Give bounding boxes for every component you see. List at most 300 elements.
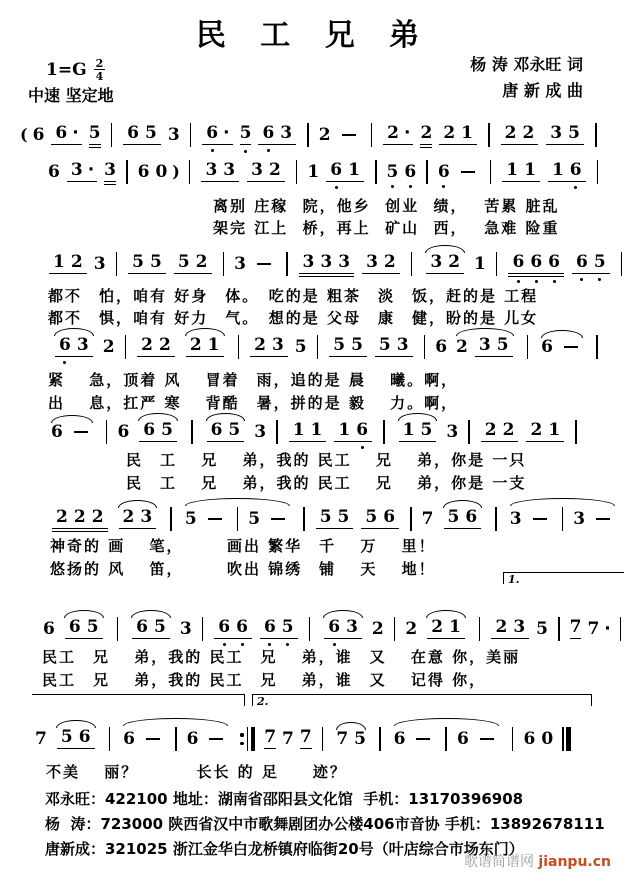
score-line-7 bbox=[40, 614, 627, 644]
note: 5 bbox=[593, 252, 606, 272]
dash-note bbox=[271, 518, 285, 520]
note: 3 bbox=[513, 617, 526, 637]
note: 6 bbox=[548, 252, 560, 272]
beam-group bbox=[572, 254, 610, 274]
note: 6 bbox=[576, 252, 588, 272]
note: 6 bbox=[127, 123, 140, 143]
beam-group bbox=[508, 254, 564, 274]
note: 5 bbox=[88, 123, 101, 143]
barline bbox=[109, 727, 111, 751]
note: 1 bbox=[307, 161, 320, 182]
beam-group bbox=[501, 125, 539, 145]
barline bbox=[116, 252, 118, 276]
beam-group bbox=[49, 254, 87, 274]
note: 1 bbox=[292, 420, 305, 440]
lyric-row-8: 民 工 兄 弟，我的 民工 兄 弟，你是 一支 bbox=[126, 474, 527, 492]
beam-group bbox=[132, 619, 170, 639]
note: 3 bbox=[573, 508, 586, 529]
barline bbox=[410, 507, 412, 531]
note: 1 bbox=[474, 253, 486, 274]
note: 1 bbox=[207, 335, 220, 355]
note: 3 bbox=[320, 252, 333, 272]
slur-group bbox=[507, 507, 618, 531]
barline bbox=[468, 420, 470, 444]
beam-group bbox=[334, 422, 372, 442]
beam-group bbox=[186, 337, 224, 357]
barline bbox=[496, 252, 498, 276]
note: 3 bbox=[396, 335, 409, 355]
slur-group bbox=[51, 337, 97, 357]
note: 5 bbox=[386, 161, 399, 182]
beam-group bbox=[289, 422, 327, 442]
contact-info-line-1: 邓永旺：422100 地址：湖南省邵阳县文化馆 手机：13170396908 bbox=[45, 790, 524, 808]
slur-group bbox=[61, 619, 107, 639]
beam-group bbox=[427, 619, 465, 639]
barline bbox=[488, 123, 490, 147]
volta-first-ending-label: 1. bbox=[508, 573, 520, 586]
note: 6 bbox=[356, 420, 369, 440]
note: 6 bbox=[55, 123, 68, 143]
note: 2 bbox=[495, 617, 508, 637]
note: 6 bbox=[136, 617, 148, 637]
slur-group bbox=[115, 509, 161, 529]
slur-group bbox=[182, 337, 228, 357]
note: 1 bbox=[548, 420, 561, 440]
song-title: 民 工 兄 弟 bbox=[195, 18, 432, 53]
note: 3 bbox=[234, 253, 246, 274]
note: 3 bbox=[550, 123, 563, 143]
beam-group bbox=[399, 422, 437, 442]
key-signature bbox=[46, 58, 105, 82]
note: 3 bbox=[251, 160, 263, 180]
slur-group bbox=[333, 728, 369, 749]
note: 6 bbox=[206, 123, 219, 143]
note: 5 bbox=[281, 617, 294, 637]
note: 3 bbox=[478, 335, 491, 355]
note: 1 bbox=[53, 252, 65, 272]
note: 5 bbox=[153, 617, 166, 637]
beam-group bbox=[119, 509, 157, 529]
note: 2 bbox=[383, 252, 396, 272]
note: 0 bbox=[541, 728, 554, 749]
note: 2 bbox=[73, 507, 86, 527]
slur-group bbox=[395, 422, 441, 442]
note: 7 bbox=[421, 508, 434, 529]
dash-note bbox=[208, 518, 222, 520]
note: 5 bbox=[248, 508, 261, 529]
note: 2 bbox=[56, 507, 68, 527]
note: 5 bbox=[86, 617, 99, 637]
note: 6 bbox=[143, 420, 156, 440]
note: 0 bbox=[155, 161, 168, 182]
note: 6 bbox=[569, 160, 582, 180]
barline bbox=[276, 420, 278, 444]
lyric-row-13: 不美 丽？ 长长 的 足 迹？ bbox=[46, 763, 347, 781]
note: 3 bbox=[302, 252, 315, 272]
note: 5 bbox=[365, 507, 378, 527]
beam-group bbox=[475, 337, 513, 357]
note: 1 bbox=[524, 160, 536, 180]
note: 6 bbox=[393, 728, 406, 749]
note: 3 bbox=[179, 618, 192, 639]
slur-group bbox=[128, 619, 174, 639]
barline bbox=[307, 123, 309, 147]
beam-group bbox=[137, 337, 175, 357]
barline bbox=[394, 617, 396, 641]
lyric-row-10: 悠扬的 风 笛， 吹出 锦绣 铺 天 地！ bbox=[50, 560, 436, 578]
note: 5 bbox=[337, 507, 350, 527]
volta-first-ending bbox=[503, 572, 624, 584]
note: 7 bbox=[35, 728, 47, 749]
beam-group bbox=[546, 125, 584, 145]
barline bbox=[490, 160, 492, 184]
lyric-row-3: 都不 怕，咱有 好身 体。 吃的是 粗茶 淡 饭，赶的是 工程 bbox=[48, 287, 539, 305]
dash-note bbox=[342, 134, 356, 136]
note: 3 bbox=[509, 508, 522, 529]
lyric-row-9: 神奇的 画 笔， 画出 繁华 千 万 里！ bbox=[50, 537, 436, 555]
note: 2 bbox=[91, 507, 104, 527]
note: 5 bbox=[496, 335, 509, 355]
note: 1 bbox=[506, 160, 519, 180]
note: 1 bbox=[551, 160, 564, 180]
beam-group bbox=[502, 162, 540, 182]
note: 6 bbox=[59, 335, 71, 355]
beam-group bbox=[361, 509, 399, 529]
slur-group bbox=[538, 336, 586, 357]
barline bbox=[620, 617, 622, 641]
dash-note bbox=[596, 518, 610, 520]
score-line-8 bbox=[32, 724, 577, 754]
credits bbox=[470, 52, 583, 104]
slur-group bbox=[440, 509, 486, 529]
note: 3 bbox=[205, 160, 218, 180]
note: 5 bbox=[132, 252, 144, 272]
score-line-5 bbox=[45, 417, 584, 447]
note: 3 bbox=[70, 160, 83, 180]
note: 5 bbox=[228, 420, 241, 440]
barline bbox=[575, 420, 577, 444]
note: 2 bbox=[420, 123, 433, 143]
repeat-dots bbox=[240, 733, 243, 744]
score-line-4 bbox=[48, 332, 605, 362]
barline bbox=[426, 160, 428, 184]
beam-group bbox=[52, 509, 108, 529]
note: 3 bbox=[271, 335, 284, 355]
note: 6 bbox=[236, 617, 248, 637]
note: 3 bbox=[366, 252, 378, 272]
beam-group bbox=[65, 619, 103, 639]
beam-group bbox=[439, 125, 477, 145]
note: 7 bbox=[336, 728, 349, 749]
note: 6 bbox=[530, 252, 543, 272]
note: 3 bbox=[254, 421, 267, 442]
lyric-row-2: 架完 江上 桥，再上 矿山 西， 急难 险重 bbox=[213, 219, 560, 237]
lyric-row-1: 离别 庄稼 院，他乡 创业 绩， 苦累 脏乱 bbox=[213, 197, 560, 215]
augmentation-dot: · bbox=[223, 123, 230, 143]
note: 2 bbox=[502, 420, 515, 440]
score-line-1 bbox=[18, 120, 604, 150]
beam-group bbox=[375, 337, 413, 357]
note: 2 bbox=[189, 335, 202, 355]
note: 6 bbox=[210, 420, 223, 440]
note: 6 bbox=[263, 617, 276, 637]
beam-group bbox=[491, 619, 529, 639]
beam-group bbox=[444, 509, 482, 529]
note: 2 bbox=[195, 252, 208, 272]
score-line-6 bbox=[48, 504, 627, 534]
note: 6 bbox=[137, 161, 150, 182]
note: 6 bbox=[541, 336, 553, 357]
repeat-barline bbox=[240, 727, 255, 751]
note: 6 bbox=[435, 336, 448, 357]
barline bbox=[111, 123, 113, 147]
note: 6 bbox=[68, 617, 81, 637]
note: 3 bbox=[167, 124, 180, 145]
lyric-row-11: 民工 兄 弟，我的 民工 兄 弟，谁 又 在意 你，美丽 bbox=[42, 648, 521, 666]
note: 6 bbox=[32, 124, 45, 145]
note: 2 bbox=[504, 123, 517, 143]
thin-bar bbox=[562, 727, 564, 751]
time-signature bbox=[94, 58, 106, 82]
slur-group bbox=[53, 729, 99, 749]
note: 3 bbox=[76, 335, 89, 355]
note: 5 bbox=[420, 420, 433, 440]
note: 2 bbox=[268, 160, 281, 180]
slur-group bbox=[120, 727, 231, 751]
note: 5 bbox=[60, 727, 73, 747]
lyric-row-5: 紧 急，顶着 风 冒着 雨，追的是 晨 曦。啊， bbox=[48, 371, 459, 389]
beam-group bbox=[426, 254, 464, 274]
beam-group bbox=[174, 254, 212, 274]
dash-note bbox=[416, 738, 430, 740]
note: 2 bbox=[102, 336, 115, 357]
barline bbox=[411, 252, 413, 276]
dash-note bbox=[209, 738, 223, 740]
note: 6 bbox=[186, 728, 199, 749]
barline bbox=[558, 617, 560, 641]
note: 6 bbox=[330, 160, 343, 180]
score-line-2 bbox=[45, 157, 605, 187]
dash-note bbox=[146, 738, 160, 740]
slur-group bbox=[453, 337, 517, 357]
barline bbox=[296, 160, 298, 184]
note: 5 bbox=[239, 123, 252, 143]
beam-group bbox=[481, 422, 519, 442]
note: 6 bbox=[512, 252, 525, 272]
note: 2 bbox=[141, 335, 153, 355]
note: 2 bbox=[431, 617, 444, 637]
note: 6 bbox=[457, 728, 469, 749]
beam-group bbox=[207, 422, 245, 442]
lyric-row-6: 出 息，扛严 寒 背酷 暑，拼的是 毅 力。啊， bbox=[48, 394, 459, 412]
barline bbox=[189, 160, 191, 184]
barline bbox=[596, 335, 598, 359]
note: 2 bbox=[530, 420, 543, 440]
note: 2 bbox=[158, 335, 171, 355]
watermark-link[interactable]: jianpu.cn bbox=[538, 854, 611, 870]
beam-group bbox=[123, 125, 161, 145]
barline bbox=[512, 727, 514, 751]
note: 6 bbox=[48, 161, 60, 182]
note: 5 bbox=[177, 252, 190, 272]
composer-credit: 唐 新 成 曲 bbox=[502, 81, 583, 100]
augmentation-dot: · bbox=[87, 160, 95, 180]
note: 6 bbox=[43, 618, 55, 639]
note: 7 bbox=[282, 728, 294, 749]
beam-group bbox=[139, 422, 177, 442]
barline bbox=[125, 335, 127, 359]
barline bbox=[170, 507, 172, 531]
dash-note bbox=[74, 431, 88, 433]
open-paren: ( bbox=[20, 125, 28, 144]
note: 1 bbox=[461, 123, 474, 143]
note: 6 bbox=[523, 728, 536, 749]
slur-group bbox=[422, 254, 468, 274]
slur-group bbox=[203, 422, 249, 442]
slur-group bbox=[320, 619, 366, 639]
augmentation-dot: · bbox=[404, 123, 411, 143]
beam-group bbox=[55, 337, 93, 357]
barline bbox=[309, 617, 311, 641]
barline bbox=[595, 123, 597, 147]
dash-note bbox=[480, 738, 494, 740]
time-signature-denominator: 4 bbox=[95, 70, 104, 83]
beam-group bbox=[299, 254, 355, 274]
contact-info-line-3: 唐新成：321025 浙江金华白龙桥镇府临街20号（叶店综合市场东门） bbox=[45, 840, 524, 858]
note: 6 bbox=[404, 161, 417, 182]
note: 7 bbox=[587, 618, 600, 639]
tempo-marking: 中速 坚定地 bbox=[28, 86, 114, 105]
note: 7 bbox=[299, 727, 312, 747]
slur-group bbox=[48, 421, 96, 442]
score-line-3 bbox=[45, 249, 627, 279]
barline bbox=[445, 727, 447, 751]
volta-first-ending-continuation bbox=[32, 694, 245, 706]
note: 5 bbox=[319, 507, 332, 527]
barline bbox=[375, 160, 377, 184]
beam-group bbox=[250, 337, 288, 357]
barline bbox=[175, 727, 177, 751]
barline bbox=[424, 335, 426, 359]
note: 3 bbox=[223, 160, 236, 180]
note: 2 bbox=[443, 123, 456, 143]
note: 3 bbox=[338, 252, 351, 272]
volta-second-ending bbox=[252, 694, 592, 706]
beam-group bbox=[57, 729, 95, 749]
barline bbox=[527, 335, 529, 359]
note: 5 bbox=[354, 728, 366, 749]
note: 3 bbox=[280, 123, 293, 143]
note: 2 bbox=[70, 252, 83, 272]
beam-group bbox=[260, 619, 298, 639]
note: 1 bbox=[449, 617, 461, 637]
note: 5 bbox=[351, 335, 363, 355]
dash-note bbox=[564, 346, 578, 348]
note: 6 bbox=[328, 617, 341, 637]
beam-group bbox=[324, 619, 362, 639]
note: 5 bbox=[294, 336, 307, 357]
note: 5 bbox=[145, 123, 157, 143]
barline bbox=[597, 160, 599, 184]
augmentation-dot: · bbox=[72, 123, 79, 143]
note: 6 bbox=[465, 507, 478, 527]
note: 5 bbox=[536, 618, 548, 639]
note: 2 bbox=[484, 420, 497, 440]
barline bbox=[117, 617, 119, 641]
beam-group bbox=[326, 162, 364, 182]
note: 6 bbox=[117, 421, 130, 442]
beam-group bbox=[202, 125, 232, 145]
final-barline bbox=[562, 727, 571, 751]
barline bbox=[371, 123, 373, 147]
time-signature-numerator: 2 bbox=[95, 57, 104, 70]
beam-group bbox=[362, 254, 400, 274]
beam-group bbox=[383, 125, 413, 145]
beam-group bbox=[548, 162, 586, 182]
beam-group bbox=[214, 619, 252, 639]
beam-group bbox=[247, 162, 285, 182]
beam-group bbox=[316, 509, 354, 529]
beam-group bbox=[51, 125, 81, 145]
note: 2 bbox=[456, 336, 468, 357]
note: 1 bbox=[348, 160, 360, 180]
augmentation-dot: · bbox=[604, 618, 611, 639]
note: 5 bbox=[333, 335, 346, 355]
barline bbox=[126, 160, 128, 184]
barline bbox=[202, 617, 204, 641]
beam-group bbox=[67, 162, 97, 182]
volta-second-ending-label: 2. bbox=[257, 695, 269, 708]
slur-group bbox=[135, 422, 181, 442]
beam-group bbox=[201, 162, 239, 182]
note: 2 bbox=[371, 618, 384, 639]
note: 2 bbox=[254, 335, 266, 355]
barline bbox=[303, 507, 305, 531]
note: 2 bbox=[318, 124, 331, 145]
note: 2 bbox=[448, 252, 461, 272]
barline bbox=[317, 335, 319, 359]
note: 5 bbox=[161, 420, 173, 440]
barline bbox=[479, 617, 481, 641]
lyricist-credit: 杨 涛 邓永旺 词 bbox=[470, 55, 583, 74]
note: 1 bbox=[402, 420, 415, 440]
barline bbox=[286, 252, 288, 276]
note: 3 bbox=[140, 507, 153, 527]
watermark bbox=[464, 851, 611, 871]
dash-note bbox=[533, 518, 547, 520]
note: 2 bbox=[122, 507, 135, 527]
lyric-row-12: 民工 兄 弟，我的 民工 兄 弟，谁 又 记得 你， bbox=[42, 671, 487, 689]
dash-note bbox=[257, 263, 271, 265]
close-paren: ) bbox=[172, 162, 180, 181]
barline bbox=[190, 123, 192, 147]
note: 7 bbox=[569, 617, 582, 637]
note: 6 bbox=[123, 728, 135, 749]
barline bbox=[322, 727, 324, 751]
note: 5 bbox=[149, 252, 162, 272]
beam-group bbox=[258, 125, 296, 145]
note: 2 bbox=[387, 123, 400, 143]
beam-group bbox=[526, 422, 564, 442]
beam-group bbox=[128, 254, 166, 274]
note: 3 bbox=[104, 160, 116, 180]
note: 5 bbox=[447, 507, 460, 527]
barline bbox=[379, 727, 381, 751]
barline bbox=[237, 507, 239, 531]
barline bbox=[562, 507, 564, 531]
watermark-site-name: 歌谱简谱网 bbox=[463, 854, 539, 870]
note: 1 bbox=[310, 420, 323, 440]
